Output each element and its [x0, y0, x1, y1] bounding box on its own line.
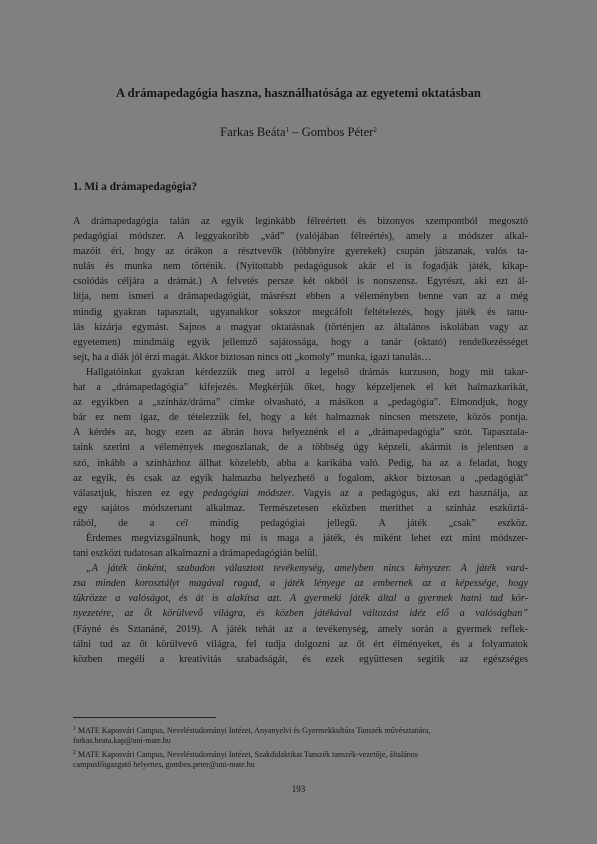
footnote-text: MATE Kaposvári Campus, Neveléstudományi Intézet, Szakdidaktikai Tanszék tanszék-vezetője, általános	[78, 750, 418, 760]
text-run: tani eszközt tudatosan alkalmazni a drámapedagógián belül.	[73, 548, 318, 560]
footnote-ref: 2	[373, 126, 377, 134]
text-run: közben megéli a kreativitás szabadságát, és ezek együttesen segítik az egészséges	[73, 653, 528, 665]
emphasis-text: tükrözze a valóságot, és át is alakítsa azt. A gyermeki játék által a gyermek hatni tud kör-	[73, 593, 528, 605]
text-run: az egyik, és csak az egyik halmazba helyezhető a fogalom, akkor biztosan a „pedagógiát”	[73, 472, 528, 484]
section-heading: 1. Mi a drámapedagógia?	[73, 181, 198, 193]
text-line	[73, 380, 528, 395]
text-line	[73, 637, 528, 652]
text-line	[73, 289, 528, 304]
text-line	[73, 259, 528, 274]
text-run: bár ez nem igaz, de tételezzük fel, hogy a két halmaznak nincsen metszete, közös pontja.	[73, 412, 528, 424]
text-line	[73, 652, 528, 667]
text-line	[73, 425, 528, 440]
emphasis-text: cél	[176, 517, 188, 529]
text-line	[73, 410, 528, 425]
text-run: mindig pedagógiai jellegű. A játék „csak” eszköz.	[187, 517, 528, 529]
text-line	[73, 622, 528, 637]
footnote-divider	[73, 717, 216, 718]
text-run: (Fáyné és Sztanáné, 2019). A játék tehát az a tevékenység, amely során a gyermek reflek-	[73, 623, 528, 635]
footnote-line	[73, 759, 528, 771]
footnote-text: MATE Kaposvári Campus, Neveléstudományi Intézet, Anyanyelvi és Gyermekkultúra Tanszék művésztanára,	[78, 726, 431, 735]
emphasis-text: „A játék önként, szabadon választott tevékenység, amelyben nincs kényszer. A játék vará-	[86, 563, 528, 575]
text-run: szó, inkább a színházhoz állhat közelebb, abba a karikába való. Pedig, ha az a feladat, hogy	[73, 457, 528, 469]
text-line	[73, 471, 528, 486]
text-line	[73, 365, 528, 380]
text-run: A kérdés az, hogy ezen az ábrán hova helyeznénk el a „drámapedagógia” szót. Tapasztala-	[73, 427, 528, 439]
text-line	[73, 591, 528, 606]
text-run: lás kizárja egymást. Sajnos a magyar oktatásnak (történjen az általános iskolában vagy az	[73, 321, 528, 333]
footnote-ref: 1	[285, 126, 290, 134]
text-line	[73, 335, 528, 350]
text-run: sejt, ha a diák jól érzi magát. Akkor biztosan nincs ott „komoly” munka, igazi tanulás…	[73, 351, 432, 363]
text-line	[73, 440, 528, 455]
text-run: . Vagyis az a pedagógus, aki ezt használja, az	[291, 487, 528, 499]
emphasis-text: nyezetére, az őt körülvevő világra, és közben játékával változást idéz elő a valóságban”	[73, 608, 528, 620]
emphasis-text: zsa minden korosztályt magával ragad, a játék lényege az embernek az a képessége, hogy	[73, 578, 528, 590]
text-run: Érdemes megvizsgálnunk, hogy mi is maga a játék, és miként lehet ezt mint módszer-	[86, 532, 528, 544]
author-name: Gombos Péter	[301, 125, 374, 139]
text-line	[73, 516, 528, 531]
text-line	[73, 305, 528, 320]
text-run: nulás és munka nem történik. (Nyitottabb pedagógusok akár el is fogadják játék, kikap-	[73, 261, 528, 273]
footnote-number: 2	[73, 750, 76, 757]
paper-title: A drámapedagógia haszna, használhatósága az egyetemi oktatásban	[116, 86, 481, 100]
text-line	[73, 244, 528, 259]
page-number: 193	[291, 784, 306, 794]
text-line	[73, 456, 528, 471]
text-line	[73, 320, 528, 335]
text-run: tálni tud az őt körülvevő világra, fel tudja dolgozni az őt ért élményeket, és a folyamatok	[73, 638, 528, 650]
text-run: taink szerint a vélemények megoszlanak, de a többség úgy képzeli, akármit is jelentsen a	[73, 442, 528, 454]
text-line	[73, 214, 528, 229]
footnote-line	[73, 723, 528, 735]
footnotes	[73, 723, 528, 771]
text-line	[73, 229, 528, 244]
text-line	[73, 395, 528, 410]
text-run: rából, de a	[73, 517, 177, 529]
author-name: Farkas Beáta	[220, 125, 286, 139]
emphasis-text: pedagógiai módszer	[202, 487, 292, 499]
text-line	[73, 576, 528, 591]
text-line	[73, 350, 528, 365]
text-run: Hallgatóinkat gyakran kérdezzük meg arról a legelső drámás kurzuson, hogy mit takar-	[86, 366, 528, 378]
text-run: egyetemen) mindmáig egyik jellemző sajátossága, hogy a tanár (oktató) rendelkezésséget	[73, 336, 528, 348]
text-run: lítja, nem ismeri a drámapedagógiát, másrészt ebben a véleményben benne van az a még	[73, 291, 528, 303]
footnote-number: 1	[73, 726, 76, 732]
text-line	[73, 501, 528, 516]
footnote-line	[73, 735, 528, 747]
text-line	[73, 274, 528, 289]
text-run: mindig gyakran tapasztalt, ugyanakkor sokszor megcáfolt feltételezés, hogy játék és tanu-	[73, 306, 528, 318]
text-line	[73, 486, 528, 501]
text-run: pedagógiai módszer. A leggyakoribb „vád” (valójában félreértés), amely a módszer alkal-	[73, 231, 528, 243]
text-run: egy sajátos módszertant alkalmaz. Természetesen eközben meríthet a színház eszköztá-	[73, 502, 528, 514]
text-run: A drámapedagógia talán az egyik leginkább félreértett és bizonyos szempontból megosztó	[73, 216, 528, 227]
text-line	[73, 546, 528, 561]
text-run: mazóit éri, hogy az órákon a résztvevők (többnyire gyerekek) csupán játszanak, valós ta-	[73, 246, 528, 258]
footnote-line	[73, 747, 528, 759]
text-line	[73, 561, 528, 576]
body-text	[73, 214, 528, 667]
text-run: hat a „drámapedagógia” kifejezés. Megkérjük őket, hogy képzeljenek el két halmazkarikát,	[73, 382, 528, 394]
text-run: az egyikben a „színház/dráma” címke olvasható, a másikon a „pedagógia”. Elmondjuk, hogy	[73, 397, 528, 409]
text-line	[73, 531, 528, 546]
author-line	[0, 122, 597, 140]
footnote-text: farkas.beata.kap@uni-mate.hu	[73, 736, 171, 746]
text-line	[73, 606, 528, 621]
author-separator: –	[289, 125, 302, 139]
footnote-text: campusfőigazgató helyettes, gombos.peter@uni-mate.hu	[73, 760, 255, 770]
text-run: csolódás céljára a drámát.) A felvetés persze két okból is nonszensz. Egyrészt, aki ezt ál-	[73, 276, 528, 288]
text-run: választjuk, hiszen ez egy	[73, 487, 203, 499]
